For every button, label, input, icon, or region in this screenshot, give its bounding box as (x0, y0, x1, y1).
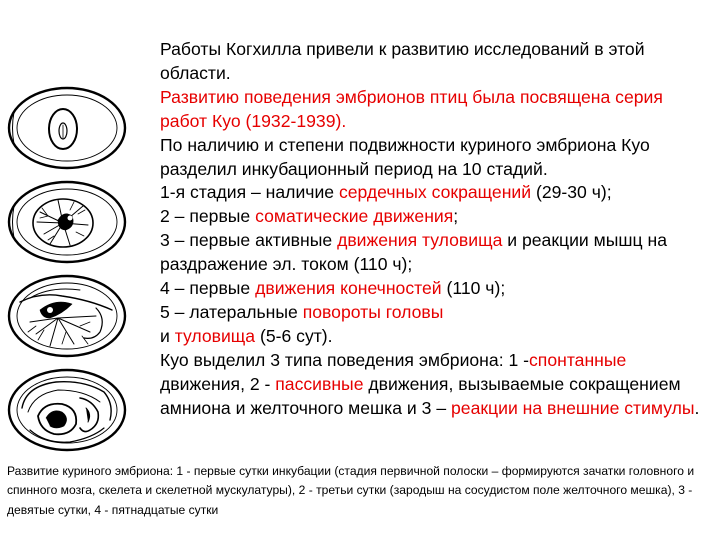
highlighted-text: соматические движения (255, 206, 454, 227)
highlighted-text: движения туловища (337, 230, 503, 251)
highlighted-text: повороты головы (302, 301, 444, 322)
paragraph (160, 86, 705, 134)
text-run: (5-6 сут). (255, 325, 333, 346)
paragraph (160, 205, 705, 229)
paragraph (160, 301, 705, 325)
text-run: движения, вызываемые сокращением амниона и желточного мешка и 3 – (160, 373, 681, 418)
egg-day15-icon (9, 370, 125, 450)
paragraph (160, 229, 705, 277)
figure-caption (7, 462, 712, 520)
highlighted-text: спонтанные (529, 349, 627, 370)
highlighted-text: сердечных сокращений (338, 182, 532, 203)
text-run: . (694, 397, 700, 418)
text-run: и (160, 325, 175, 346)
text-run: По наличию и степени подвижности куриного эмбриона Куо разделил инкубационный период на 10 стадий. (160, 134, 650, 179)
highlighted-text: туловища (174, 325, 256, 346)
egg-day9-icon (9, 276, 125, 356)
paragraph (160, 134, 705, 182)
text-run: Куо выделил 3 типа поведения эмбриона: 1 - (160, 349, 529, 370)
text-run: 5 – латеральные (160, 301, 303, 322)
text-run: ; (453, 206, 459, 227)
text-run: (29-30 ч); (531, 182, 612, 203)
embryo-development-figure (0, 86, 150, 456)
egg-day1-icon (9, 88, 125, 168)
text-run: и реакции мышц на раздражение эл. током (110 ч); (160, 230, 667, 275)
highlighted-text: Развитию поведения эмбрионов птиц была посвящена серия работ Куо (1932-1939). (160, 86, 663, 131)
highlighted-text: пассивные (275, 373, 364, 394)
paragraph (160, 277, 705, 301)
text-run: Работы Когхилла привели к развитию исследований в этой области. (160, 39, 645, 83)
paragraph (160, 38, 705, 86)
text-run: 1-я стадия – наличие (160, 182, 339, 203)
text-run: 2 – первые (160, 206, 256, 227)
text-run: 3 – первые активные (160, 230, 338, 251)
paragraph (160, 181, 705, 205)
egg-day3-icon (9, 182, 125, 262)
main-text (160, 38, 705, 421)
text-run: движения, 2 - (160, 373, 276, 394)
paragraph (160, 325, 705, 349)
text-run: (110 ч); (441, 278, 506, 299)
highlighted-text: движения конечностей (255, 278, 442, 299)
caption-text: Развитие куриного эмбриона: 1 - первые сутки инкубации (стадия первичной полоски – формируются зачатки головного и спинного мозга, скелета и скелетной мускулатуры), 2 - третьи сутки (зародыш на сосудистом поле желточного мешка), 3 - девятые сутки, 4 - пятнадцатые сутки (7, 464, 695, 517)
text-run: 4 – первые (160, 278, 256, 299)
paragraph (160, 349, 705, 421)
highlighted-text: реакции на внешние стимулы (451, 397, 695, 418)
